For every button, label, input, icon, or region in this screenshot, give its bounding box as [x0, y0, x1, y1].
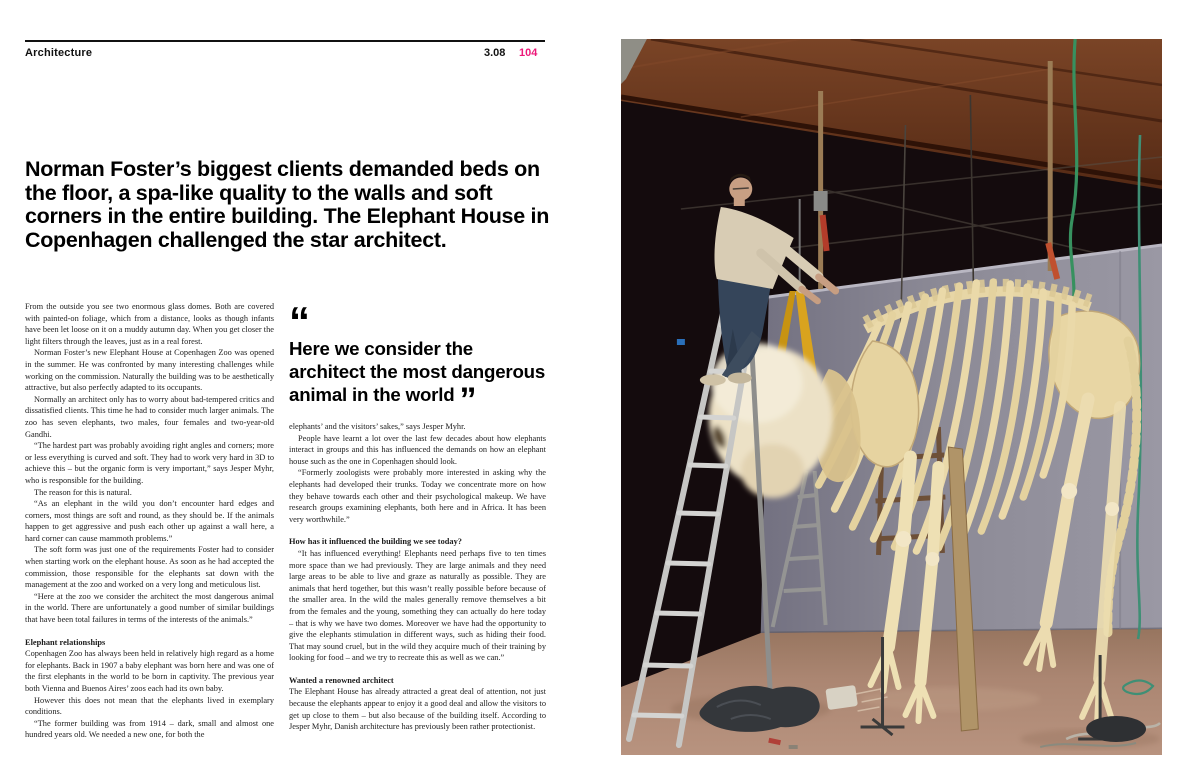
- paragraph: “As an elephant in the wild you don’t encounter hard edges and corners, most things are soft and round, as they should be. If the animals happen to get aggressive and push each other up against a wall here, a hard corner can cause mammoth problems.”: [25, 499, 274, 543]
- subheading: Wanted a renowned architect: [289, 675, 394, 685]
- body-column-2: [289, 301, 546, 779]
- paragraph: Norman Foster’s new Elephant House at Copenhagen Zoo was opened in the summer. He was confronted by many interesting challenges while working on the commission. Naturally the building was to be aesthetically attractive, but also perfectly adapted to its occupants.: [25, 348, 274, 393]
- paragraph: However this does not mean that the elephants lived in exemplary conditions.: [25, 695, 274, 717]
- paragraph: The soft form was just one of the requirements Foster had to consider when starting work on the elephant house. As soon as he had accepted the commission, those responsible for the elephants sat down with the management at the zoo and worked on a very long and meticulous list.: [25, 545, 274, 590]
- pull-quote-text: Here we consider the architect the most dangerous animal in the world: [289, 338, 546, 405]
- photo-elephant-skeleton-assembly: [621, 39, 1162, 755]
- paragraph: “It has influenced everything! Elephants need perhaps five to ten times more space than we had previously. They are large animals and they need large areas to be able to live and graze as naturally as possible. They are animals that herd together, but this wasn’t really possible before because of the smaller area. In the wild the males generally remove themselves a bit from the females and the young, something they can actually do here today – that is why we have two domes. Moreover we have had the opportunity to give the elephants stimulation in different ways, such as hiding their food. That may sound cruel, but in the wild they acquire much of their training by looking for food – and we try to recreate this as well as we can.”: [289, 548, 546, 663]
- paragraph: “The hardest part was probably avoiding right angles and corners; more or less everything is curved and soft. They had to work very hard in 3D to achieve this – but the organic form is very important,” says Jesper Myhr, who is responsible for the building.: [25, 441, 274, 485]
- paragraph: “The former building was from 1914 – dark, small and almost one hundred years old. We needed a new one, for both the: [25, 718, 274, 740]
- paragraph: elephants’ and the visitors’ sakes,” says Jesper Myhr.: [289, 422, 466, 431]
- paragraph: “Formerly zoologists were probably more interested in asking why the elephants had developed their trunks. Today we concentrate more on how they behave towards each other and their psychological makeup. We have research groups examining elephants, both here and in Africa. It has been very worthwhile.”: [289, 468, 546, 524]
- paragraph: The Elephant House has already attracted a great deal of attention, not just because the elephants appear to enjoy it a good deal and allow the visitors to get up close to them – but also because of the building itself. According to Jesper Myhr, Danish architecture has previously been rather protectionist.: [289, 687, 546, 732]
- section-label: Architecture: [25, 47, 93, 59]
- subheading: Elephant relationships: [25, 637, 106, 647]
- headline: Norman Foster’s biggest clients demanded beds on the floor, a spa-like quality to the walls and soft corners in the entire building. The Elephant House in Copenhagen challenged the star architect.: [25, 157, 550, 252]
- paragraph: Copenhagen Zoo has always been held in relatively high regard as a home for elephants. Back in 1907 a baby elephant was born here and was one of the first elephants in the world to be born in captivity. The previous year both Vienna and Buenos Aires’ zoos each had its own baby.: [25, 649, 274, 693]
- page-number: 104: [519, 47, 538, 59]
- paragraph: Normally an architect only has to worry about bad-tempered critics and dissatisfied clients. This time he had to consider much larger animals. The zoo has seven elephants, two males, four females and two-year-old Gandhi.: [25, 394, 274, 439]
- close-quote-icon: ”: [459, 381, 474, 419]
- open-quote-icon: “: [289, 301, 306, 345]
- subheading: How has it influenced the building we see today?: [289, 537, 462, 547]
- header-rule: [25, 40, 545, 42]
- paragraph: “Here at the zoo we consider the architect the most dangerous animal in the world. There are unfortunately a good number of similar buildings that have been total failures in terms of the interests of the animals.”: [25, 591, 274, 625]
- paragraph: From the outside you see two enormous glass domes. Both are covered with painted-on foliage, which from a distance, looks as though infants have been let loose on it on a muddy autumn day. When you get closer the light filters through the leaves, just as in a real forest.: [25, 302, 274, 346]
- paragraph: The reason for this is natural.: [34, 487, 132, 497]
- pull-quote: [289, 301, 546, 419]
- issue-number: 3.08: [484, 47, 506, 59]
- paragraph: People have learnt a lot over the last few decades about how elephants interact in groups and this has influenced the demands on how an elephant house such as the one in Copenhagen should look.: [289, 433, 546, 466]
- body-column-1: [25, 301, 274, 779]
